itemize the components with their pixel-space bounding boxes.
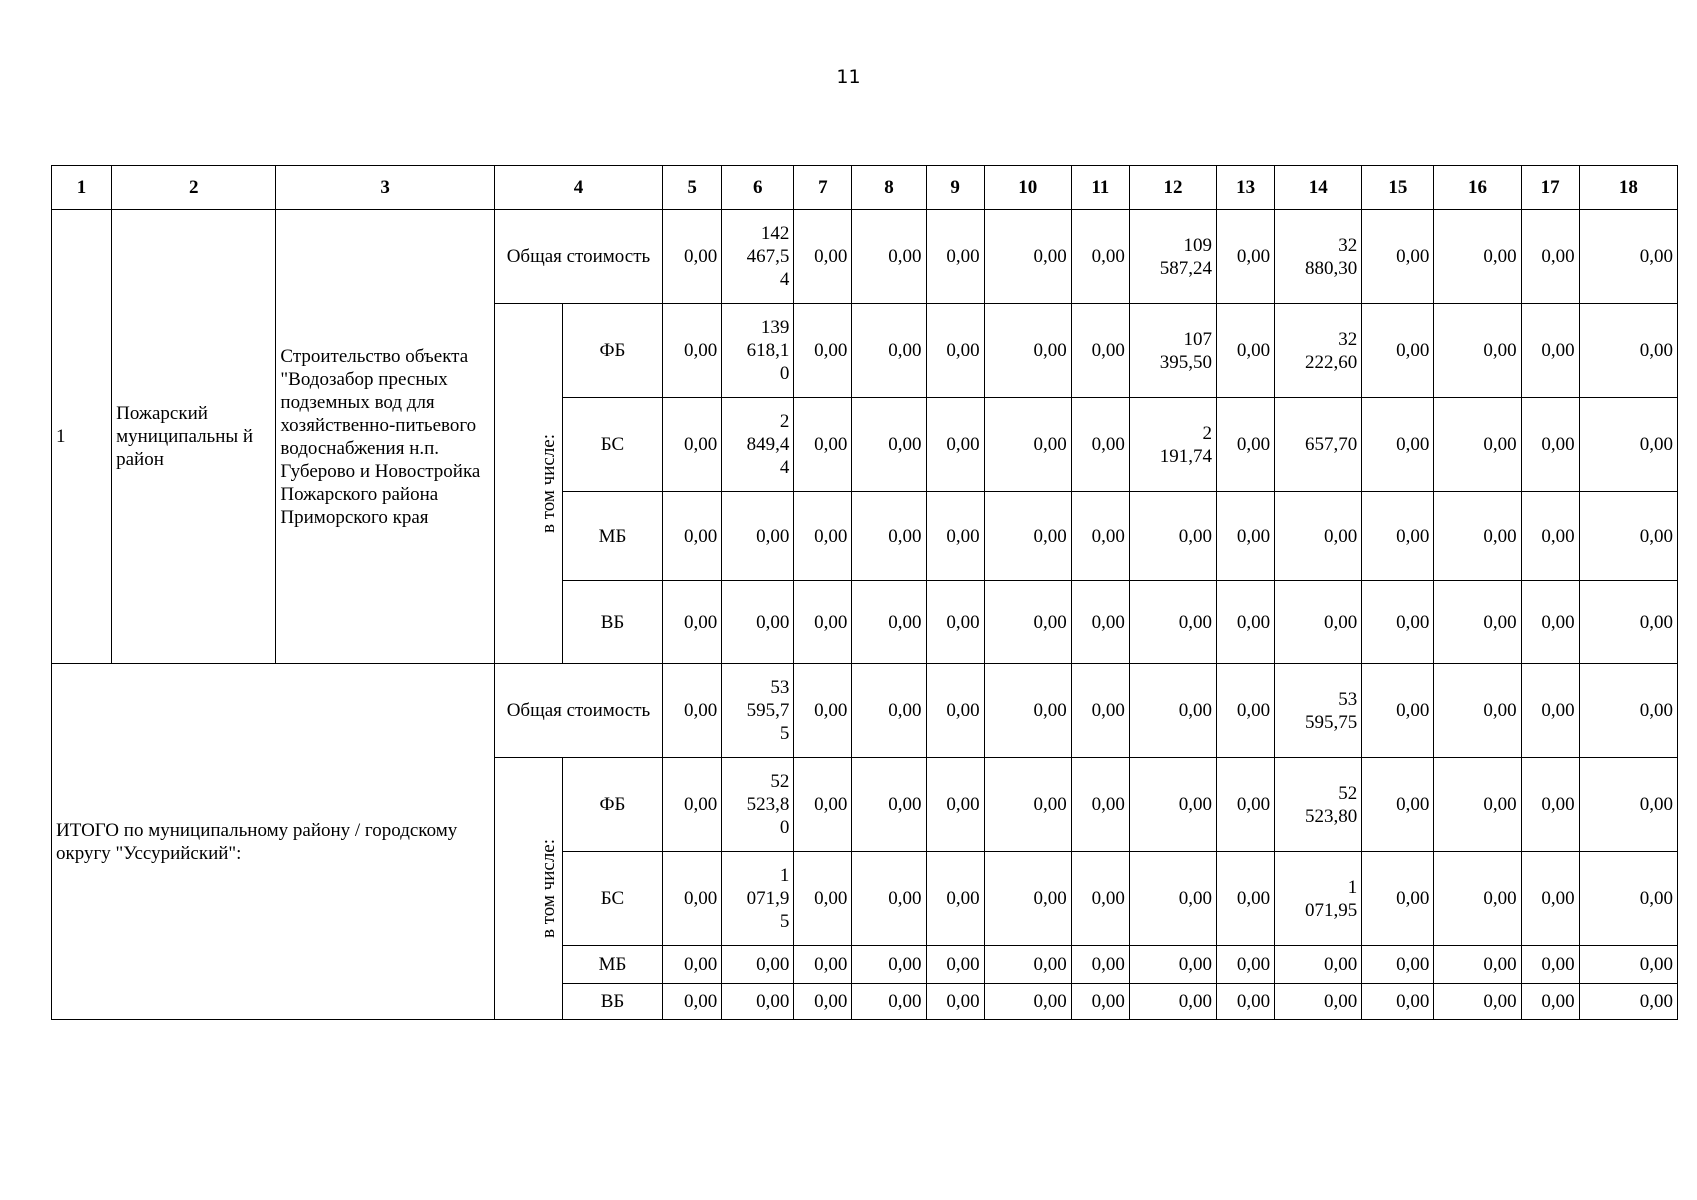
value-cell: 0,00 xyxy=(1275,492,1362,581)
value-cell: 0,00 xyxy=(1434,398,1521,492)
value-cell: 2 191,74 xyxy=(1129,398,1216,492)
value-cell: 0,00 xyxy=(1217,946,1275,984)
value-cell: 0,00 xyxy=(1521,492,1579,581)
value-cell: 53 595,7 5 xyxy=(722,664,794,758)
value-cell: 0,00 xyxy=(1434,581,1521,664)
value-cell: 0,00 xyxy=(1217,398,1275,492)
value-cell: 0,00 xyxy=(852,492,926,581)
including-label xyxy=(494,304,562,664)
value-cell: 0,00 xyxy=(852,398,926,492)
value-cell: 0,00 xyxy=(1434,852,1521,946)
value-cell: 0,00 xyxy=(984,852,1071,946)
value-cell: 0,00 xyxy=(794,852,852,946)
value-cell: 0,00 xyxy=(1129,984,1216,1020)
value-cell: 0,00 xyxy=(663,664,722,758)
header-cell-2: 2 xyxy=(112,166,276,210)
value-cell: 0,00 xyxy=(1521,946,1579,984)
value-cell: 142 467,5 4 xyxy=(722,210,794,304)
header-cell-17: 17 xyxy=(1521,166,1579,210)
value-cell: 0,00 xyxy=(1217,492,1275,581)
value-cell: 0,00 xyxy=(1579,210,1677,304)
value-cell: 0,00 xyxy=(1521,852,1579,946)
header-cell-16: 16 xyxy=(1434,166,1521,210)
value-cell: 0,00 xyxy=(984,946,1071,984)
value-cell: 0,00 xyxy=(1071,664,1129,758)
value-cell: 0,00 xyxy=(926,984,984,1020)
value-cell: 0,00 xyxy=(722,492,794,581)
value-cell: 0,00 xyxy=(1217,758,1275,852)
value-cell: 0,00 xyxy=(926,946,984,984)
value-cell: 0,00 xyxy=(1579,852,1677,946)
value-cell: 0,00 xyxy=(663,398,722,492)
header-cell-10: 10 xyxy=(984,166,1071,210)
value-cell: 0,00 xyxy=(1129,492,1216,581)
value-cell: 0,00 xyxy=(852,304,926,398)
value-cell: 0,00 xyxy=(1579,304,1677,398)
value-cell: 0,00 xyxy=(1521,758,1579,852)
row-number: 1 xyxy=(52,210,112,664)
value-cell: 0,00 xyxy=(1217,210,1275,304)
value-cell: 0,00 xyxy=(926,492,984,581)
table-row xyxy=(52,210,1678,304)
header-cell-12: 12 xyxy=(1129,166,1216,210)
header-cell-18: 18 xyxy=(1579,166,1677,210)
header-cell-14: 14 xyxy=(1275,166,1362,210)
value-cell: 0,00 xyxy=(1071,492,1129,581)
row-label: МБ xyxy=(562,946,662,984)
municipality-name: Пожарский муниципальны й район xyxy=(112,210,276,664)
value-cell: 0,00 xyxy=(722,946,794,984)
page-number: 11 xyxy=(836,66,861,88)
value-cell: 0,00 xyxy=(1362,852,1434,946)
value-cell: 0,00 xyxy=(1434,210,1521,304)
value-cell: 0,00 xyxy=(794,304,852,398)
value-cell: 0,00 xyxy=(926,304,984,398)
value-cell: 0,00 xyxy=(852,664,926,758)
value-cell: 139 618,1 0 xyxy=(722,304,794,398)
value-cell: 52 523,8 0 xyxy=(722,758,794,852)
value-cell: 0,00 xyxy=(1362,946,1434,984)
value-cell: 0,00 xyxy=(984,581,1071,664)
value-cell: 0,00 xyxy=(1521,581,1579,664)
value-cell: 0,00 xyxy=(1362,210,1434,304)
value-cell: 0,00 xyxy=(663,984,722,1020)
value-cell: 0,00 xyxy=(1217,581,1275,664)
value-cell: 0,00 xyxy=(984,398,1071,492)
table-row xyxy=(52,664,1678,758)
value-cell: 0,00 xyxy=(663,210,722,304)
header-cell-6: 6 xyxy=(722,166,794,210)
header-cell-15: 15 xyxy=(1362,166,1434,210)
header-cell-13: 13 xyxy=(1217,166,1275,210)
value-cell: 0,00 xyxy=(1362,758,1434,852)
row-label: ФБ xyxy=(562,758,662,852)
value-cell: 0,00 xyxy=(1521,398,1579,492)
value-cell: 0,00 xyxy=(1579,398,1677,492)
value-cell: 0,00 xyxy=(926,581,984,664)
value-cell: 0,00 xyxy=(1434,304,1521,398)
value-cell: 0,00 xyxy=(1071,852,1129,946)
value-cell: 0,00 xyxy=(984,758,1071,852)
value-cell: 109 587,24 xyxy=(1129,210,1216,304)
value-cell: 0,00 xyxy=(1129,581,1216,664)
value-cell: 0,00 xyxy=(852,758,926,852)
value-cell: 1 071,9 5 xyxy=(722,852,794,946)
row-label: БС xyxy=(562,398,662,492)
value-cell: 0,00 xyxy=(852,852,926,946)
value-cell: 0,00 xyxy=(926,758,984,852)
value-cell: 0,00 xyxy=(1217,852,1275,946)
value-cell: 0,00 xyxy=(794,758,852,852)
value-cell: 0,00 xyxy=(1434,758,1521,852)
value-cell: 0,00 xyxy=(1579,581,1677,664)
value-cell: 0,00 xyxy=(926,398,984,492)
value-cell: 0,00 xyxy=(1434,492,1521,581)
header-cell-1: 1 xyxy=(52,166,112,210)
value-cell: 0,00 xyxy=(1217,304,1275,398)
value-cell: 0,00 xyxy=(1579,946,1677,984)
object-description: Строительство объекта "Водозабор пресных подземных вод для хозяйственно-питьевого водоснабжения н.п. Губерово и Новостройка Пожарского района Приморского края xyxy=(276,210,494,664)
value-cell: 0,00 xyxy=(663,304,722,398)
value-cell: 0,00 xyxy=(1071,398,1129,492)
value-cell: 0,00 xyxy=(1434,946,1521,984)
value-cell: 0,00 xyxy=(1362,398,1434,492)
value-cell: 0,00 xyxy=(794,210,852,304)
value-cell: 0,00 xyxy=(1434,984,1521,1020)
value-cell: 0,00 xyxy=(794,492,852,581)
header-cell-4: 4 xyxy=(494,166,662,210)
value-cell: 0,00 xyxy=(1362,984,1434,1020)
value-cell: 32 880,30 xyxy=(1275,210,1362,304)
value-cell: 0,00 xyxy=(1071,984,1129,1020)
header-cell-11: 11 xyxy=(1071,166,1129,210)
value-cell: 0,00 xyxy=(1362,581,1434,664)
value-cell: 0,00 xyxy=(1129,664,1216,758)
value-cell: 0,00 xyxy=(663,946,722,984)
value-cell: 0,00 xyxy=(1129,758,1216,852)
value-cell: 0,00 xyxy=(1521,210,1579,304)
value-cell: 0,00 xyxy=(1275,946,1362,984)
value-cell: 0,00 xyxy=(926,210,984,304)
header-cell-8: 8 xyxy=(852,166,926,210)
value-cell: 0,00 xyxy=(1434,664,1521,758)
total-title: ИТОГО по муниципальному району / городскому округу "Уссурийский": xyxy=(52,664,495,1020)
row-label: Общая стоимость xyxy=(494,664,662,758)
value-cell: 52 523,80 xyxy=(1275,758,1362,852)
value-cell: 0,00 xyxy=(794,581,852,664)
row-label: ВБ xyxy=(562,581,662,664)
header-cell-5: 5 xyxy=(663,166,722,210)
value-cell: 0,00 xyxy=(663,492,722,581)
value-cell: 32 222,60 xyxy=(1275,304,1362,398)
header-cell-7: 7 xyxy=(794,166,852,210)
header-cell-3: 3 xyxy=(276,166,494,210)
row-label: МБ xyxy=(562,492,662,581)
value-cell: 0,00 xyxy=(1275,581,1362,664)
value-cell: 0,00 xyxy=(1362,304,1434,398)
value-cell: 0,00 xyxy=(794,398,852,492)
value-cell: 0,00 xyxy=(984,492,1071,581)
value-cell: 0,00 xyxy=(1579,492,1677,581)
including-text: в том числе: xyxy=(537,838,559,939)
value-cell: 0,00 xyxy=(663,852,722,946)
value-cell: 0,00 xyxy=(1362,492,1434,581)
header-cell-9: 9 xyxy=(926,166,984,210)
row-label: БС xyxy=(562,852,662,946)
value-cell: 0,00 xyxy=(1129,852,1216,946)
value-cell: 0,00 xyxy=(663,581,722,664)
header-row xyxy=(52,166,1678,210)
value-cell: 0,00 xyxy=(852,210,926,304)
value-cell: 0,00 xyxy=(1521,984,1579,1020)
value-cell: 2 849,4 4 xyxy=(722,398,794,492)
value-cell: 0,00 xyxy=(1362,664,1434,758)
value-cell: 0,00 xyxy=(1275,984,1362,1020)
value-cell: 53 595,75 xyxy=(1275,664,1362,758)
value-cell: 0,00 xyxy=(794,664,852,758)
value-cell: 0,00 xyxy=(1071,946,1129,984)
including-text: в том числе: xyxy=(537,433,559,534)
value-cell: 0,00 xyxy=(1071,210,1129,304)
value-cell: 1 071,95 xyxy=(1275,852,1362,946)
value-cell: 0,00 xyxy=(1579,664,1677,758)
value-cell: 0,00 xyxy=(1129,946,1216,984)
value-cell: 0,00 xyxy=(1071,581,1129,664)
value-cell: 107 395,50 xyxy=(1129,304,1216,398)
value-cell: 0,00 xyxy=(722,581,794,664)
value-cell: 0,00 xyxy=(984,304,1071,398)
budget-table xyxy=(51,165,1678,1020)
including-label xyxy=(494,758,562,1020)
value-cell: 0,00 xyxy=(1217,664,1275,758)
value-cell: 0,00 xyxy=(794,946,852,984)
value-cell: 0,00 xyxy=(984,664,1071,758)
value-cell: 0,00 xyxy=(852,946,926,984)
value-cell: 0,00 xyxy=(984,210,1071,304)
value-cell: 0,00 xyxy=(722,984,794,1020)
value-cell: 0,00 xyxy=(984,984,1071,1020)
value-cell: 0,00 xyxy=(1579,984,1677,1020)
row-label: ВБ xyxy=(562,984,662,1020)
value-cell: 0,00 xyxy=(852,984,926,1020)
value-cell: 0,00 xyxy=(1071,304,1129,398)
value-cell: 0,00 xyxy=(926,664,984,758)
value-cell: 657,70 xyxy=(1275,398,1362,492)
row-label: ФБ xyxy=(562,304,662,398)
value-cell: 0,00 xyxy=(1217,984,1275,1020)
value-cell: 0,00 xyxy=(852,581,926,664)
value-cell: 0,00 xyxy=(794,984,852,1020)
value-cell: 0,00 xyxy=(1521,304,1579,398)
row-label: Общая стоимость xyxy=(494,210,662,304)
value-cell: 0,00 xyxy=(663,758,722,852)
value-cell: 0,00 xyxy=(926,852,984,946)
value-cell: 0,00 xyxy=(1579,758,1677,852)
value-cell: 0,00 xyxy=(1071,758,1129,852)
value-cell: 0,00 xyxy=(1521,664,1579,758)
